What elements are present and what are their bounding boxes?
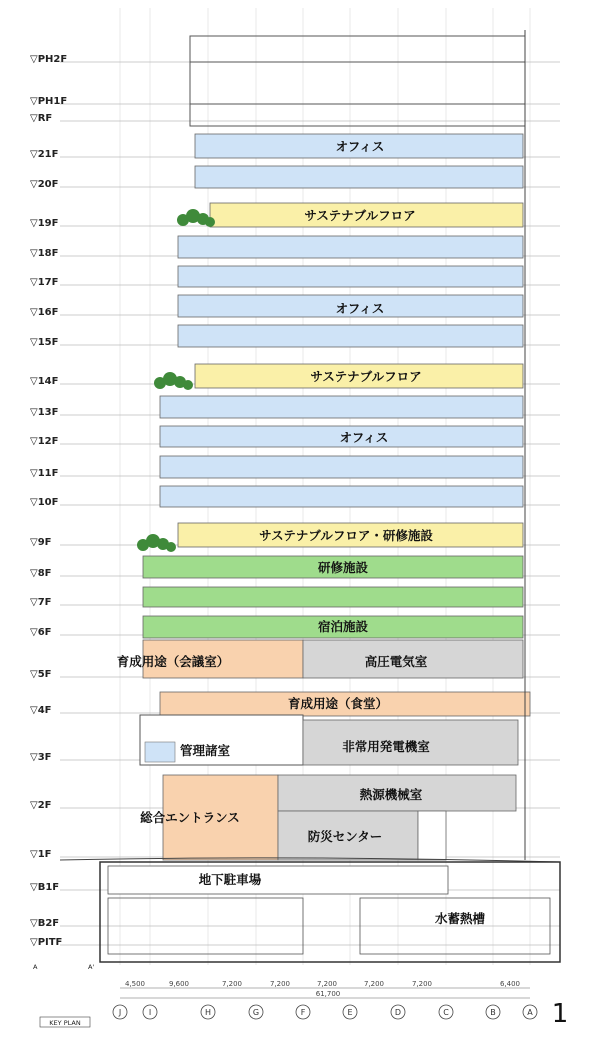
office-low-label: オフィス	[339, 430, 389, 445]
span-dim-7: 7,200	[411, 980, 433, 988]
axis-f: F	[300, 1008, 306, 1017]
sustainable-9-label: サステナブルフロア・研修施設	[259, 528, 433, 543]
axis-i: I	[148, 1008, 152, 1017]
level-8f: ▽8F	[30, 568, 52, 579]
sheet-number: 1	[551, 999, 569, 1029]
greenery-14-icon	[154, 372, 193, 390]
greenery-9-icon	[137, 534, 176, 552]
level-3f: ▽3F	[30, 752, 52, 763]
level-ph1f: ▽PH1F	[30, 96, 68, 107]
penthouse-frame	[190, 36, 525, 126]
axis-e: E	[347, 1008, 353, 1017]
floor-11-office-band	[160, 456, 523, 478]
sustainable-19-zone	[177, 203, 523, 227]
span-dim-3: 7,200	[221, 980, 243, 988]
level-b2f: ▽B2F	[30, 918, 60, 929]
span-dim-5: 7,200	[316, 980, 338, 988]
dimension-line	[120, 980, 530, 998]
heat-source-label: 熱源機械室	[359, 787, 423, 802]
level-7f: ▽7F	[30, 597, 52, 608]
level-b1f: ▽B1F	[30, 882, 60, 893]
level-11f: ▽11F	[30, 468, 59, 479]
level-ph2f: ▽PH2F	[30, 54, 68, 65]
marker-a-prime: A'	[88, 963, 95, 971]
span-dim-2: 9,600	[168, 980, 190, 988]
lodging-zone	[143, 616, 523, 638]
office-low-zone	[160, 396, 523, 507]
grid-axes	[113, 1005, 537, 1019]
training-label: 研修施設	[317, 560, 369, 575]
axis-c: C	[443, 1008, 449, 1017]
total-dim: 61,700	[315, 990, 341, 998]
axis-b: B	[490, 1008, 496, 1017]
floor-3-zone	[140, 715, 518, 765]
thermal-storage-label: 水蓄熱槽	[434, 911, 486, 926]
sustainable-19-label: サステナブルフロア	[304, 208, 416, 223]
floor-20-office-band	[195, 166, 523, 188]
generator-label: 非常用発電機室	[342, 739, 430, 754]
level-9f: ▽9F	[30, 537, 52, 548]
floor-15-office-band	[178, 325, 523, 347]
office-upper-label: オフィス	[335, 139, 385, 154]
floor-10-office-band	[160, 486, 523, 507]
disaster-center-label: 防災センター	[307, 829, 383, 844]
floor-5-zone	[117, 640, 523, 678]
floor-1-2-zone	[140, 775, 516, 860]
basement-zone	[100, 862, 560, 962]
level-19f: ▽19F	[30, 218, 59, 229]
hv-room-label: 高圧電気室	[364, 654, 428, 669]
nurture-meeting-label: 育成用途（会議室）	[116, 654, 230, 669]
management-label: 管理諸室	[179, 743, 231, 758]
office-mid-label: オフィス	[335, 301, 385, 316]
level-17f: ▽17F	[30, 277, 59, 288]
floor-17-office-band	[178, 266, 523, 287]
level-5f: ▽5F	[30, 669, 52, 680]
level-18f: ▽18F	[30, 248, 59, 259]
entrance-label: 総合エントランス	[140, 810, 240, 825]
floor-4-zone	[160, 692, 530, 716]
marker-a: A	[33, 963, 38, 971]
level-13f: ▽13F	[30, 407, 59, 418]
level-6f: ▽6F	[30, 627, 52, 638]
axis-g: G	[252, 1008, 260, 1017]
axis-h: H	[204, 1008, 212, 1017]
lobby-void	[418, 811, 446, 860]
sustainable-14-label: サステナブルフロア	[310, 369, 422, 384]
training-zone	[143, 556, 523, 607]
parking-label: 地下駐車場	[198, 872, 262, 887]
floor-18-office-band	[178, 236, 523, 258]
sustainable-9-zone	[137, 523, 523, 552]
level-14f: ▽14F	[30, 376, 59, 387]
parking-area	[108, 866, 448, 894]
level-2f: ▽2F	[30, 800, 52, 811]
lodging-label: 宿泊施設	[317, 619, 369, 634]
level-rf: ▽RF	[30, 113, 53, 124]
key-plan-label: KEY PLAN	[49, 1019, 81, 1027]
office-upper-zone	[195, 134, 523, 188]
level-20f: ▽20F	[30, 179, 59, 190]
floor-13-office-band	[160, 396, 523, 418]
level-21f: ▽21F	[30, 149, 59, 160]
level-12f: ▽12F	[30, 436, 59, 447]
sustainable-14-zone	[154, 364, 523, 390]
office-mid-zone	[178, 236, 523, 347]
axis-d: D	[394, 1008, 402, 1017]
level-16f: ▽16F	[30, 307, 59, 318]
span-dim-4: 7,200	[269, 980, 291, 988]
management-glass	[145, 742, 175, 762]
span-dim-6: 7,200	[363, 980, 385, 988]
nurture-cafeteria-label: 育成用途（食堂）	[287, 696, 389, 711]
level-1f: ▽1F	[30, 849, 52, 860]
floor-7-training-band	[143, 587, 523, 607]
level-4f: ▽4F	[30, 705, 52, 716]
level-labels	[30, 54, 67, 948]
level-10f: ▽10F	[30, 497, 59, 508]
axis-j: J	[118, 1008, 122, 1017]
span-dim-8: 6,400	[499, 980, 521, 988]
greenery-19-icon	[177, 209, 215, 227]
span-dim-1: 4,500	[124, 980, 146, 988]
level-15f: ▽15F	[30, 337, 59, 348]
axis-a: A	[527, 1008, 533, 1017]
level-pitf: ▽PITF	[30, 937, 63, 948]
